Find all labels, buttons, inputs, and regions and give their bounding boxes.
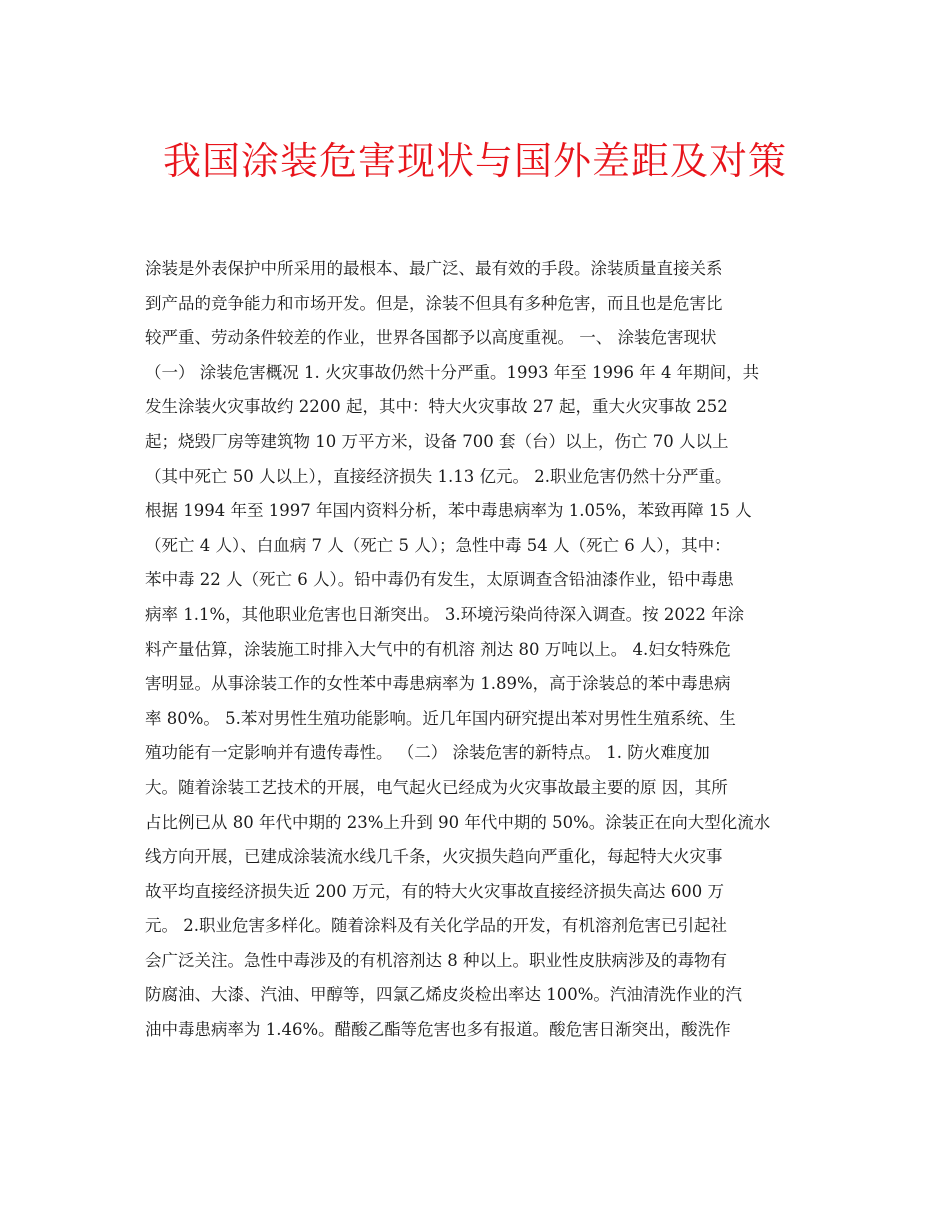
body-line: 线方向开展，已建成涂装流水线几千条，火灾损失趋向严重化，每起特大火灾事 [145,847,723,867]
document-body [145,252,815,1048]
body-line: （死亡 4 人）、白血病 7 人（死亡 5 人）；急性中毒 54 人（死亡 6 人），其中： [145,535,731,555]
body-line: （其中死亡 50 人以上），直接经济损失 1.13 亿元。 2.职业危害仍然十分严重。 [145,466,732,486]
body-line: 率 80%。 5.苯对男性生殖功能影响。近几年国内研究提出苯对男性生殖系统、生 [145,708,736,728]
body-line: 大。随着涂装工艺技术的开展，电气起火已经成为火灾事故最主要的原 因，其所 [145,777,728,797]
body-line: 病率 1.1%，其他职业危害也日渐突出。 3.环境污染尚待深入调查。按 2022 年涂 [145,604,745,624]
body-line: 起；烧毁厂房等建筑物 10 万平方米，设备 700 套（台）以上，伤亡 70 人以上 [145,431,729,451]
body-line: 元。 2.职业危害多样化。随着涂料及有关化学品的开发，有机溶剂危害已引起社 [145,916,727,936]
body-line: 害明显。从事涂装工作的女性苯中毒患病率为 1.89%，高于涂装总的苯中毒患病 [145,674,731,694]
body-line: 根据 1994 年至 1997 年国内资料分析，苯中毒患病率为 1.05%，苯致再障 15 人 [145,501,752,521]
body-line: 殖功能有一定影响并有遗传毒性。 （二） 涂装危害的新特点。 1. 防火难度加 [145,743,710,763]
body-line: 油中毒患病率为 1.46%。醋酸乙酯等危害也多有报道。酸危害日渐突出，酸洗作 [145,1020,731,1040]
body-line: 苯中毒 22 人（死亡 6 人）。铅中毒仍有发生，太原调查含铅油漆作业，铅中毒患 [145,570,734,590]
body-line: 到产品的竞争能力和市场开发。但是，涂装不但具有多种危害，而且也是危害比 [145,293,723,313]
body-line: 防腐油、大漆、汽油、甲醇等，四氯乙烯皮炎检出率达 100%。汽油清洗作业的汽 [145,985,742,1005]
body-line: 占比例已从 80 年代中期的 23%上升到 90 年代中期的 50%。涂装正在向大型化流水 [145,812,771,832]
body-line: 会广泛关注。急性中毒涉及的有机溶剂达 8 种以上。职业性皮肤病涉及的毒物有 [145,950,727,970]
body-line: 故平均直接经济损失近 200 万元，有的特大火灾事故直接经济损失高达 600 万 [145,881,724,901]
body-line: （一） 涂装危害概况 1. 火灾事故仍然十分严重。1993 年至 1996 年 4 年期间，共 [145,362,760,382]
document-title: 我国涂装危害现状与国外差距及对策 [162,139,787,183]
body-line: 料产量估算，涂装施工时排入大气中的有机溶 剂达 80 万吨以上。 4.妇女特殊危 [145,639,731,659]
body-line: 较严重、劳动条件较差的作业，世界各国都予以高度重视。 一、 涂装危害现状 [145,328,717,348]
body-line: 发生涂装火灾事故约 2200 起，其中：特大火灾事故 27 起，重大火灾事故 252 [145,397,728,417]
body-line: 涂装是外表保护中所采用的最根本、最广泛、最有效的手段。涂装质量直接关系 [145,259,723,278]
